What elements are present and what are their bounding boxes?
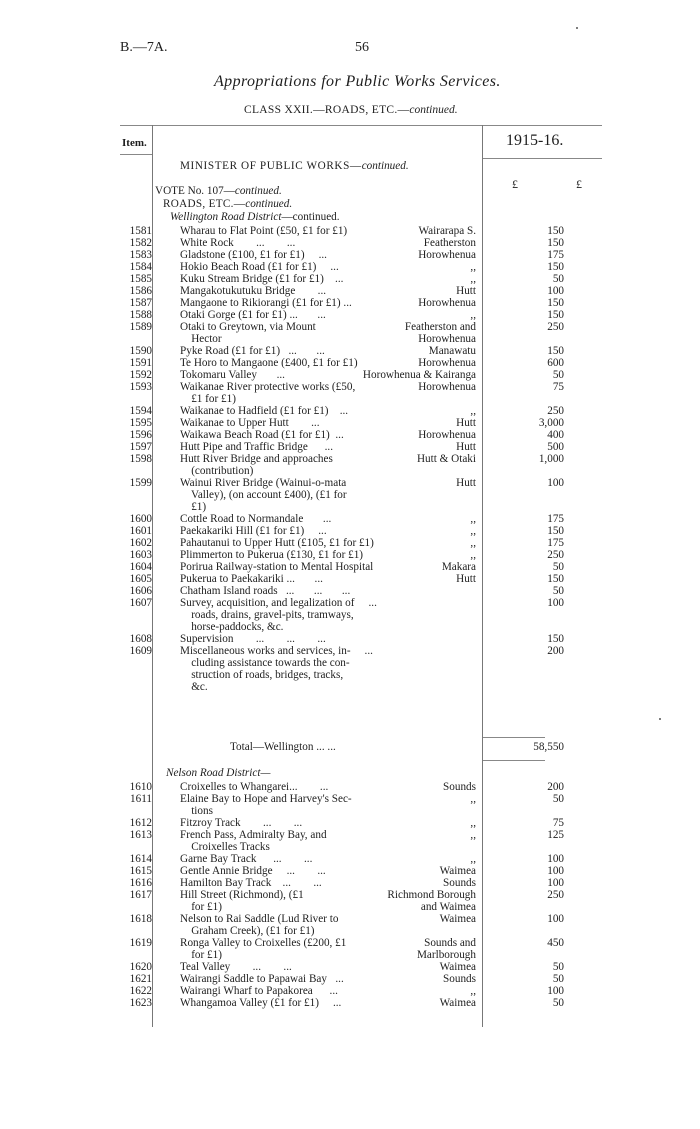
item-description: Otaki to Greytown, via Mount [180,321,316,333]
item-amount: 175 [547,513,564,525]
total-bottom-rule [483,760,545,761]
table-row [120,549,600,561]
item-amount: 250 [547,321,564,333]
item-number: 1606 [129,585,152,597]
table-row [120,633,600,645]
item-amount: 175 [547,537,564,549]
item-amount: 50 [552,973,564,985]
table-row [120,889,600,913]
item-number: 1582 [129,237,152,249]
item-number: 1617 [129,889,152,901]
item-description: Croixelles Tracks [180,841,270,853]
item-amount: 250 [547,889,564,901]
item-district: ,, [470,261,476,273]
item-amount: 500 [547,441,564,453]
table-row [120,985,600,997]
item-district: Featherston [423,237,476,249]
item-district: Hutt [456,417,476,429]
item-description: (contribution) [180,465,254,477]
table-row [120,961,600,973]
table-row [120,793,600,817]
item-number: 1618 [129,913,152,925]
table-row [120,345,600,357]
table-row [120,913,600,937]
item-description: Otaki Gorge (£1 for £1) ... ... [180,309,326,321]
item-district: Hutt & Otaki [416,453,476,465]
table-row [120,597,600,633]
item-description: Elaine Bay to Hope and Harvey's Sec- [180,793,352,805]
item-description: Hokio Beach Road (£1 for £1) ... [180,261,339,273]
table-row [120,429,600,441]
item-district: Horowhenua & Kairanga [362,369,476,381]
item-district: ,, [470,525,476,537]
table-row [120,405,600,417]
item-description: Valley), (on account £400), (£1 for [180,489,347,501]
item-district: Horowhenua [418,357,476,369]
item-description: Hamilton Bay Track ... ... [180,877,322,889]
item-description: Hutt Pipe and Traffic Bridge ... [180,441,333,453]
item-number: 1602 [129,537,152,549]
table-row [120,453,600,477]
item-amount: 200 [547,781,564,793]
item-amount: 450 [547,937,564,949]
item-amount: 200 [547,645,564,657]
table-row [120,237,600,249]
item-description: Whangamoa Valley (£1 for £1) ... [180,997,342,1009]
item-number: 1609 [129,645,152,657]
item-number: 1603 [129,549,152,561]
table-row [120,309,600,321]
item-description: &c. [180,681,208,693]
class-heading-suffix: continued. [409,104,458,116]
item-description: Hector [180,333,222,345]
item-description: Kuku Stream Bridge (£1 for £1) ... [180,273,344,285]
item-description: Waikanae River protective works (£50, [180,381,356,393]
item-number: 1581 [129,225,152,237]
item-amount: 150 [547,297,564,309]
item-district: Horowhenua [418,381,476,393]
vote-suffix: continued. [234,185,282,197]
item-district: ,, [470,273,476,285]
item-district: Featherston and [404,321,476,333]
item-amount: 50 [552,997,564,1009]
item-district: Makara [441,561,476,573]
item-district: Waimea [439,961,476,973]
item-district: ,, [470,817,476,829]
item-description: Garne Bay Track ... ... [180,853,313,865]
item-amount: 600 [547,357,564,369]
item-number: 1589 [129,321,152,333]
table-row [120,513,600,525]
class-heading-prefix: CLASS XXII.—ROADS, ETC.— [244,104,410,116]
ministry-suffix: continued. [361,160,409,172]
item-number: 1622 [129,985,152,997]
item-description: struction of roads, bridges, tracks, [180,669,344,681]
item-number: 1621 [129,973,152,985]
item-number: 1604 [129,561,152,573]
table-row [120,285,600,297]
wellington-district-heading [170,211,340,223]
item-description: Tokomaru Valley ... [180,369,285,381]
item-description: Survey, acquisition, and legalization of ... [180,597,377,609]
table-row [120,865,600,877]
item-district: Sounds [443,877,476,889]
item-description: Te Horo to Mangaone (£400, £1 for £1) [180,357,358,369]
item-amount: 100 [547,985,564,997]
roads-suffix: continued. [245,198,293,210]
item-amount: 50 [552,369,564,381]
wellington-district-suffix: —continued. [281,211,340,223]
item-number: 1597 [129,441,152,453]
item-amount: 50 [552,961,564,973]
item-number: 1587 [129,297,152,309]
item-number: 1596 [129,429,152,441]
item-number: 1595 [129,417,152,429]
item-amount: 175 [547,249,564,261]
item-description: Hutt River Bridge and approaches [180,453,333,465]
item-description: Pahautanui to Upper Hutt (£105, £1 for £1) [180,537,374,549]
item-amount: 100 [547,477,564,489]
item-district: Waimea [439,913,476,925]
item-amount: 100 [547,597,564,609]
item-amount: 3,000 [538,417,564,429]
item-district: and Waimea [420,901,476,913]
item-amount: 50 [552,561,564,573]
table-row [120,249,600,261]
wellington-total-amount: 58,550 [533,741,564,753]
item-number: 1594 [129,405,152,417]
item-amount: 100 [547,853,564,865]
item-description: Graham Creek), (£1 for £1) [180,925,315,937]
item-amount: 50 [552,793,564,805]
item-district: Richmond Borough [387,889,476,901]
item-description: horse-paddocks, &c. [180,621,284,633]
item-amount: 150 [547,345,564,357]
item-description: Gladstone (£100, £1 for £1) ... [180,249,327,261]
item-description: Nelson to Rai Saddle (Lud River to [180,913,339,925]
vote-heading [155,185,282,197]
item-description: Wainui River Bridge (Wainui-o-mata [180,477,347,489]
table-row [120,477,600,513]
item-number: 1591 [129,357,152,369]
year-column-header: 1915-16. [506,132,564,149]
item-district: Marlborough [416,949,476,961]
table-row [120,381,600,405]
wellington-total-row [120,741,600,753]
item-description: Miscellaneous works and services, in- ... [180,645,373,657]
item-amount: 100 [547,913,564,925]
item-description: Chatham Island roads ... ... ... [180,585,351,597]
item-district: Waimea [439,997,476,1009]
item-district: ,, [470,829,476,841]
item-district: ,, [470,853,476,865]
item-amount: 100 [547,865,564,877]
item-district: Horowhenua [418,429,476,441]
item-number: 1585 [129,273,152,285]
item-district: Hutt [456,477,476,489]
item-description: Waikanae to Hadfield (£1 for £1) ... [180,405,349,417]
table-row [120,441,600,453]
item-amount: 400 [547,429,564,441]
item-number: 1608 [129,633,152,645]
item-description: £1 for £1) [180,393,236,405]
item-amount: 50 [552,585,564,597]
item-district: Sounds and [424,937,476,949]
table-row [120,573,600,585]
item-number: 1600 [129,513,152,525]
item-description: Waikawa Beach Road (£1 for £1) ... [180,429,344,441]
item-district: Horowhenua [418,297,476,309]
item-description: cluding assistance towards the con- [180,657,350,669]
item-description: Plimmerton to Pukerua (£130, £1 for £1) [180,549,364,561]
item-number: 1611 [130,793,152,805]
table-top-rule [120,125,602,126]
item-description: Wharau to Flat Point (£50, £1 for £1) [180,225,348,237]
table-row [120,561,600,573]
table-row [120,297,600,309]
table-row [120,937,600,961]
item-column-header: Item. [122,137,147,149]
page-ref: B.—7A. [120,40,168,55]
pound-sign-1: £ [512,177,518,191]
item-description: for £1) [180,949,222,961]
ministry-heading [180,160,409,172]
nelson-district-heading [166,767,270,779]
item-district: Hutt [456,441,476,453]
item-amount: 150 [547,261,564,273]
item-district: Horowhenua [418,333,476,345]
item-amount: 250 [547,405,564,417]
item-description: Cottle Road to Normandale ... [180,513,332,525]
item-description: Wairangi Wharf to Papakorea ... [180,985,338,997]
page-number: 56 [355,40,369,55]
table-row [120,781,600,793]
item-number: 1584 [129,261,152,273]
item-amount: 150 [547,237,564,249]
item-number: 1612 [129,817,152,829]
item-description: Hill Street (Richmond), (£1 [180,889,304,901]
table-row [120,997,600,1009]
table-row [120,537,600,549]
table-row [120,261,600,273]
item-amount: 150 [547,525,564,537]
table-row [120,525,600,537]
item-number: 1599 [129,477,152,489]
item-amount: 75 [552,381,564,393]
item-district: ,, [470,793,476,805]
table-row [120,817,600,829]
item-description: Supervision ... ... ... [180,633,326,645]
item-amount: 150 [547,633,564,645]
item-amount: 125 [547,829,564,841]
item-number: 1593 [129,381,152,393]
pound-sign-2: £ [576,177,582,191]
nelson-district-name: Nelson Road District [166,767,261,779]
item-amount: 150 [547,225,564,237]
item-amount: 100 [547,285,564,297]
item-description: White Rock ... ... [180,237,296,249]
table-row [120,877,600,889]
item-district: ,, [470,537,476,549]
item-amount: 75 [552,817,564,829]
item-number: 1592 [129,369,152,381]
item-number: 1586 [129,285,152,297]
item-amount: 250 [547,549,564,561]
year-header-rule [483,158,602,159]
nelson-district-suffix: — [260,767,271,779]
item-description: Pyke Road (£1 for £1) ... ... [180,345,325,357]
item-number: 1607 [129,597,152,609]
table-row [120,225,600,237]
item-district: Sounds [443,973,476,985]
item-number: 1620 [129,961,152,973]
item-number: 1590 [129,345,152,357]
item-description: Wairangi Saddle to Papawai Bay ... [180,973,344,985]
item-header-rule [120,154,153,155]
table-row [120,417,600,429]
item-district: Horowhenua [418,249,476,261]
item-district: ,, [470,405,476,417]
table-row [120,273,600,285]
item-description: Mangaone to Rikiorangi (£1 for £1) ... [180,297,352,309]
item-number: 1605 [129,573,152,585]
item-description: French Pass, Admiralty Bay, and [180,829,327,841]
table-row [120,645,600,693]
item-district: ,, [470,513,476,525]
item-district: Waimea [439,865,476,877]
wellington-district-name: Wellington Road District [170,211,282,223]
item-description: Waikanae to Upper Hutt ... [180,417,320,429]
item-number: 1601 [129,525,152,537]
item-number: 1613 [129,829,152,841]
item-description: Mangakotukutuku Bridge ... [180,285,327,297]
item-description: Croixelles to Whangarei... ... [180,781,329,793]
total-top-rule [483,737,545,738]
item-number: 1583 [129,249,152,261]
item-district: ,, [470,309,476,321]
table-row [120,369,600,381]
table-row [120,973,600,985]
roads-prefix: ROADS, ETC.— [163,198,246,210]
item-description: Pukerua to Paekakariki ... ... [180,573,323,585]
item-amount: 50 [552,273,564,285]
table-row [120,829,600,853]
wellington-total-label: Total—Wellington ... ... [230,741,336,753]
item-description: Teal Valley ... ... [180,961,292,973]
item-description: Fitzroy Track ... ... [180,817,303,829]
item-number: 1598 [129,453,152,465]
item-description: for £1) [180,901,222,913]
table-row [120,321,600,345]
table-row [120,357,600,369]
item-description: Gentle Annie Bridge ... ... [180,865,326,877]
vote-prefix: VOTE No. 107— [155,185,235,197]
table-row [120,585,600,597]
item-district: ,, [470,549,476,561]
page-title: Appropriations for Public Works Services. [214,73,501,90]
class-heading [244,104,458,116]
item-description: tions [180,805,213,817]
item-district: Sounds [443,781,476,793]
roads-heading [163,198,292,210]
item-description: roads, drains, gravel-pits, tramways, [180,609,354,621]
item-district: Wairarapa S. [418,225,476,237]
ministry-prefix: MINISTER OF PUBLIC WORKS— [180,160,362,172]
item-description: Ronga Valley to Croixelles (£200, £1 [180,937,347,949]
item-district: Hutt [456,285,476,297]
scan-speck [576,27,578,29]
item-district: ,, [470,985,476,997]
item-description: £1) [180,501,207,513]
item-amount: 150 [547,573,564,585]
item-district: Hutt [456,573,476,585]
item-amount: 100 [547,877,564,889]
item-district: Manawatu [428,345,476,357]
item-number: 1623 [129,997,152,1009]
item-number: 1615 [129,865,152,877]
item-number: 1616 [129,877,152,889]
item-description: Porirua Railway-station to Mental Hospital [180,561,374,573]
item-amount: 1,000 [538,453,564,465]
item-amount: 150 [547,309,564,321]
item-number: 1588 [129,309,152,321]
scan-speck [659,718,661,720]
item-number: 1610 [129,781,152,793]
table-row [120,853,600,865]
item-description: Paekakariki Hill (£1 for £1) ... [180,525,327,537]
item-number: 1619 [129,937,152,949]
item-number: 1614 [129,853,152,865]
